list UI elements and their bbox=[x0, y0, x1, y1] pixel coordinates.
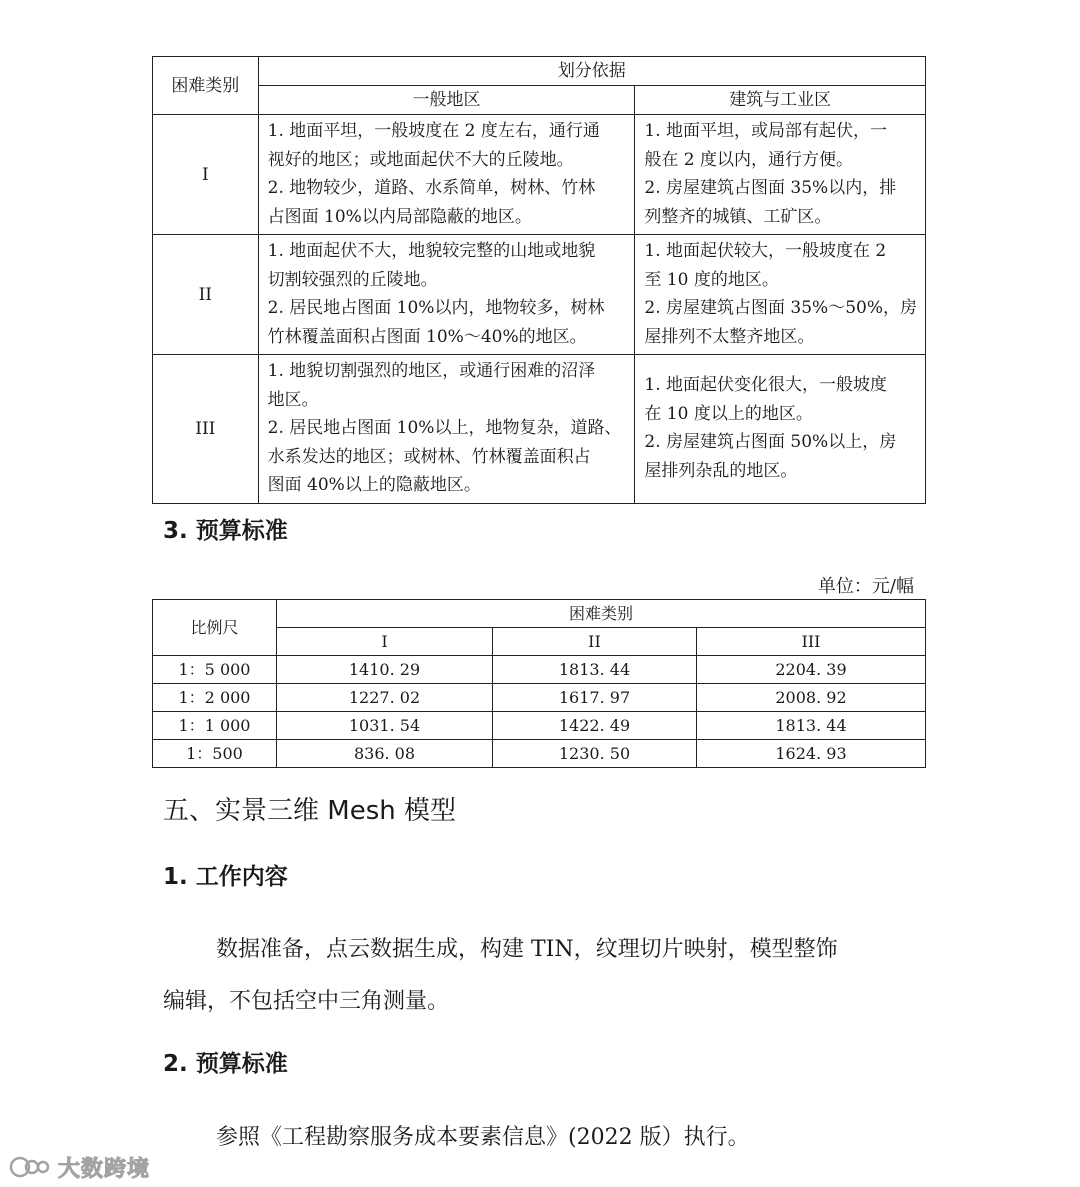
value-cell: 1813. 44 bbox=[493, 656, 697, 684]
value-cell: 1813. 44 bbox=[697, 712, 926, 740]
header-col-1: I bbox=[277, 628, 493, 656]
value-cell: 836. 08 bbox=[277, 740, 493, 768]
work-paragraph-line-1: 数据准备，点云数据生成，构建 TIN，纹理切片映射，模型整饰 bbox=[216, 937, 838, 962]
value-cell: 1410. 29 bbox=[277, 656, 493, 684]
value-cell: 1227. 02 bbox=[277, 684, 493, 712]
scale-cell: 1：2 000 bbox=[153, 684, 277, 712]
value-cell: 1624. 93 bbox=[697, 740, 926, 768]
building-description bbox=[635, 355, 926, 504]
general-description bbox=[258, 235, 635, 355]
text-line: 2. 居民地占图面 10%以内，地物较多，树林 bbox=[267, 298, 605, 318]
header-scale: 比例尺 bbox=[153, 600, 277, 656]
table-row bbox=[153, 355, 926, 504]
text-line: 在 10 度以上的地区。 bbox=[644, 403, 813, 424]
budget-reference: 参照《工程勘察服务成本要素信息》(2022 版）执行。 bbox=[216, 1125, 750, 1150]
category-cell: I bbox=[153, 115, 259, 235]
text-line: 2. 地物较少，道路、水系简单，树林、竹林 bbox=[267, 178, 596, 198]
watermark-text: 大数跨境 bbox=[58, 1156, 151, 1182]
header-general-area: 一般地区 bbox=[258, 86, 635, 115]
text-line: 切割较强烈的丘陵地。 bbox=[267, 269, 438, 290]
text-line: 至 10 度的地区。 bbox=[644, 269, 779, 290]
text-line: 2. 房屋建筑占图面 35%以内，排 bbox=[644, 178, 897, 198]
building-description bbox=[635, 235, 926, 355]
text-line: 1. 地面平坦，或局部有起伏，一 bbox=[644, 121, 888, 141]
table-row bbox=[153, 235, 926, 355]
header-col-3: III bbox=[697, 628, 926, 656]
header-col-2: II bbox=[493, 628, 697, 656]
text-line: 般在 2 度以内，通行方便。 bbox=[644, 149, 854, 170]
text-line: 竹林覆盖面积占图面 10%～40%的地区。 bbox=[267, 326, 587, 347]
value-cell: 1422. 49 bbox=[493, 712, 697, 740]
header-difficulty-category: 困难类别 bbox=[277, 600, 926, 628]
text-line: 2. 房屋建筑占图面 50%以上，房 bbox=[644, 432, 897, 453]
text-line: 水系发达的地区；或树林、竹林覆盖面积占 bbox=[267, 446, 591, 467]
header-basis: 划分依据 bbox=[258, 57, 925, 86]
table-row bbox=[153, 656, 926, 684]
table-row bbox=[153, 712, 926, 740]
value-cell: 1230. 50 bbox=[493, 740, 697, 768]
text-line: 列整齐的城镇、工矿区。 bbox=[644, 206, 832, 227]
heading-budget-standard: 3. 预算标准 bbox=[163, 518, 288, 544]
text-line: 视好的地区；或地面起伏不大的丘陵地。 bbox=[267, 149, 574, 170]
budget-table bbox=[152, 599, 926, 768]
header-building-area: 建筑与工业区 bbox=[635, 86, 926, 115]
text-line: 1. 地貌切割强烈的地区，或通行困难的沼泽 bbox=[267, 361, 596, 381]
table-row bbox=[153, 115, 926, 235]
general-description bbox=[258, 355, 635, 504]
watermark bbox=[8, 1150, 150, 1184]
value-cell: 2008. 92 bbox=[697, 684, 926, 712]
value-cell: 1617. 97 bbox=[493, 684, 697, 712]
watermark-logo-icon bbox=[8, 1152, 52, 1182]
text-line: 2. 房屋建筑占图面 35%～50%，房 bbox=[644, 298, 917, 318]
scale-cell: 1：1 000 bbox=[153, 712, 277, 740]
text-line: 图面 40%以上的隐蔽地区。 bbox=[267, 475, 481, 495]
text-line: 1. 地面起伏变化很大，一般坡度 bbox=[644, 375, 888, 396]
heading-work-content: 1. 工作内容 bbox=[163, 864, 288, 890]
section-title: 五、实景三维 Mesh 模型 bbox=[163, 796, 456, 826]
difficulty-table bbox=[152, 56, 926, 504]
text-line: 屋排列不太整齐地区。 bbox=[644, 326, 815, 347]
table-row bbox=[153, 740, 926, 768]
category-cell: III bbox=[153, 355, 259, 504]
work-paragraph-line-2: 编辑，不包括空中三角测量。 bbox=[163, 989, 450, 1014]
building-description bbox=[635, 115, 926, 235]
header-difficulty-category: 困难类别 bbox=[153, 57, 259, 115]
heading-budget-standard-2: 2. 预算标准 bbox=[163, 1051, 288, 1077]
general-description bbox=[258, 115, 635, 235]
table-row bbox=[153, 684, 926, 712]
unit-label: 单位：元/幅 bbox=[817, 576, 914, 597]
scale-cell: 1：500 bbox=[153, 740, 277, 768]
text-line: 屋排列杂乱的地区。 bbox=[644, 460, 798, 481]
value-cell: 1031. 54 bbox=[277, 712, 493, 740]
text-line: 地区。 bbox=[267, 389, 319, 410]
text-line: 2. 居民地占图面 10%以上，地物复杂，道路、 bbox=[267, 418, 622, 438]
scale-cell: 1：5 000 bbox=[153, 656, 277, 684]
text-line: 1. 地面起伏不大，地貌较完整的山地或地貌 bbox=[267, 241, 596, 261]
category-cell: II bbox=[153, 235, 259, 355]
text-line: 1. 地面平坦，一般坡度在 2 度左右，通行通 bbox=[267, 121, 600, 141]
text-line: 占图面 10%以内局部隐蔽的地区。 bbox=[267, 206, 532, 227]
value-cell: 2204. 39 bbox=[697, 656, 926, 684]
text-line: 1. 地面起伏较大，一般坡度在 2 bbox=[644, 241, 887, 261]
